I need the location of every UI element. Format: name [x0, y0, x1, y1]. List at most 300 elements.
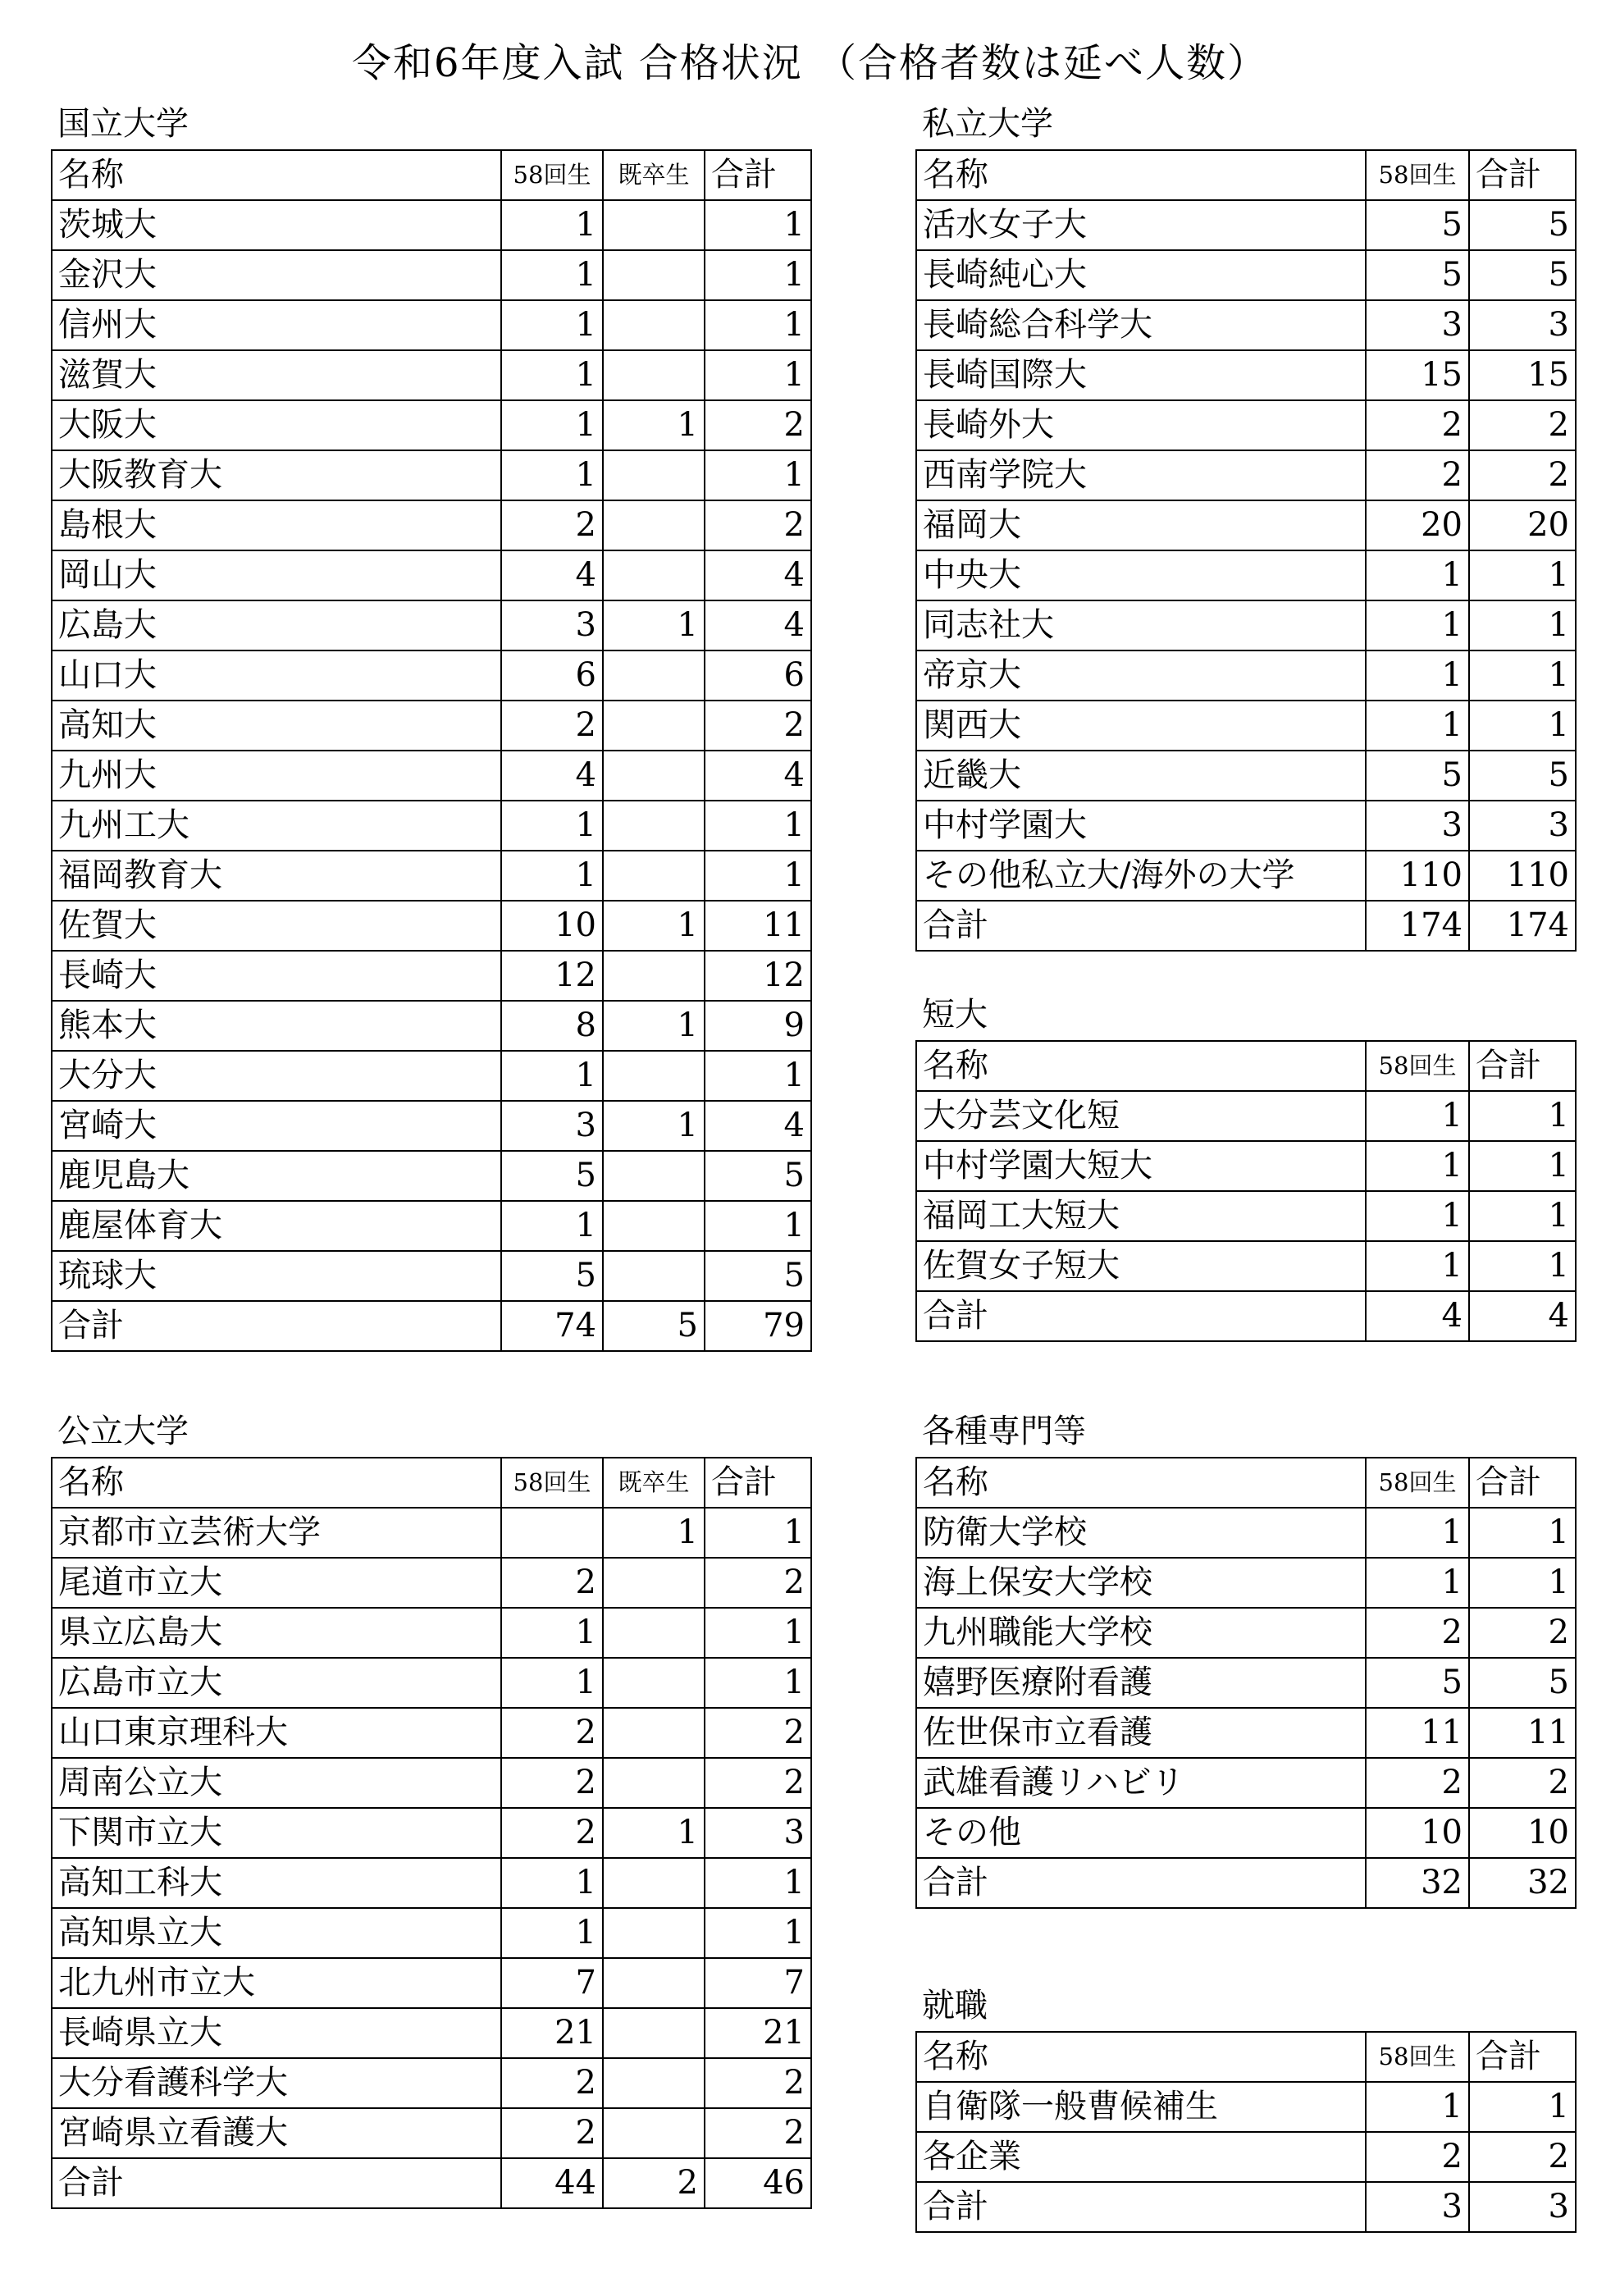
count-cell: 12 — [705, 951, 811, 1001]
vocational-table — [915, 1457, 1577, 1909]
count-cell: 1 — [705, 1608, 811, 1658]
count-cell: 1 — [603, 600, 705, 650]
column-header-name: 名称 — [52, 1458, 501, 1508]
count-cell: 2 — [1366, 1758, 1469, 1808]
count-cell: 10 — [1469, 1808, 1576, 1858]
count-cell: 21 — [501, 2008, 603, 2058]
count-cell: 1 — [705, 851, 811, 901]
row-label-cell: 県立広島大 — [52, 1608, 501, 1658]
count-cell — [603, 1558, 705, 1608]
table-row — [52, 1908, 811, 1958]
table-row — [916, 1758, 1576, 1808]
count-cell: 1 — [705, 1658, 811, 1708]
count-cell — [603, 300, 705, 350]
table-row — [52, 550, 811, 600]
count-cell: 2 — [705, 1758, 811, 1808]
count-cell: 1 — [705, 1508, 811, 1558]
row-label-cell: 大阪大 — [52, 400, 501, 450]
count-cell: 3 — [1366, 801, 1469, 851]
count-cell: 32 — [1366, 1858, 1469, 1908]
table-row — [916, 450, 1576, 500]
count-cell: 5 — [705, 1151, 811, 1201]
row-label-cell: 金沢大 — [52, 250, 501, 300]
count-cell: 1 — [603, 901, 705, 951]
count-cell: 4 — [705, 550, 811, 600]
count-cell: 1 — [501, 1908, 603, 1958]
count-cell — [603, 2008, 705, 2058]
table-row — [52, 1101, 811, 1151]
table-row — [52, 600, 811, 650]
count-cell: 2 — [705, 500, 811, 550]
table-row — [916, 1508, 1576, 1558]
table-row — [52, 400, 811, 450]
row-label-cell: 長崎国際大 — [916, 350, 1366, 400]
row-label-cell: 長崎外大 — [916, 400, 1366, 450]
row-label-cell: 武雄看護リハビリ — [916, 1758, 1366, 1808]
table-row — [916, 200, 1576, 250]
row-label-cell: 合計 — [52, 2158, 501, 2208]
row-label-cell: 中村学園大短大 — [916, 1141, 1366, 1191]
count-cell — [603, 951, 705, 1001]
count-cell: 8 — [501, 1001, 603, 1051]
count-cell: 2 — [1366, 450, 1469, 500]
row-label-cell: 大分看護科学大 — [52, 2058, 501, 2108]
row-label-cell: その他私立大/海外の大学 — [916, 851, 1366, 901]
column-header-count: 58回生 — [1366, 2032, 1469, 2082]
row-label-cell: 福岡教育大 — [52, 851, 501, 901]
count-cell: 1 — [603, 1001, 705, 1051]
count-cell: 3 — [501, 1101, 603, 1151]
count-cell — [603, 450, 705, 500]
row-label-cell: 西南学院大 — [916, 450, 1366, 500]
table-row — [916, 851, 1576, 901]
count-cell: 1 — [603, 1808, 705, 1858]
count-cell: 10 — [501, 901, 603, 951]
count-cell: 1 — [705, 450, 811, 500]
count-cell: 3 — [1469, 801, 1576, 851]
count-cell: 10 — [1366, 1808, 1469, 1858]
table-row — [916, 1241, 1576, 1291]
row-label-cell: 鹿屋体育大 — [52, 1201, 501, 1251]
table-row — [52, 851, 811, 901]
count-cell: 1 — [1366, 1091, 1469, 1141]
count-cell: 1 — [705, 250, 811, 300]
table-row — [52, 1051, 811, 1101]
count-cell: 1 — [705, 300, 811, 350]
count-cell: 46 — [705, 2158, 811, 2208]
count-cell: 5 — [705, 1251, 811, 1301]
count-cell: 2 — [501, 1708, 603, 1758]
count-cell — [603, 2058, 705, 2108]
count-cell: 2 — [501, 500, 603, 550]
count-cell — [603, 500, 705, 550]
count-cell: 174 — [1469, 901, 1576, 951]
row-label-cell: その他 — [916, 1808, 1366, 1858]
count-cell: 5 — [1366, 200, 1469, 250]
table-row — [916, 550, 1576, 600]
count-cell: 1 — [1469, 1141, 1576, 1191]
table-row — [52, 1151, 811, 1201]
count-cell: 1 — [501, 851, 603, 901]
count-cell: 2 — [501, 2058, 603, 2108]
table-header-row — [916, 150, 1576, 200]
count-cell: 4 — [1469, 1291, 1576, 1341]
row-label-cell: 合計 — [916, 901, 1366, 951]
count-cell — [603, 1051, 705, 1101]
row-label-cell: 九州工大 — [52, 801, 501, 851]
row-label-cell: 九州職能大学校 — [916, 1608, 1366, 1658]
row-label-cell: 活水女子大 — [916, 200, 1366, 250]
table-row — [52, 200, 811, 250]
count-cell: 2 — [705, 400, 811, 450]
row-label-cell: 合計 — [916, 2182, 1366, 2232]
count-cell: 4 — [501, 550, 603, 600]
table-row — [916, 1141, 1576, 1191]
count-cell — [603, 1251, 705, 1301]
row-label-cell: 広島大 — [52, 600, 501, 650]
row-label-cell: 岡山大 — [52, 550, 501, 600]
count-cell: 110 — [1469, 851, 1576, 901]
count-cell: 3 — [1469, 2182, 1576, 2232]
count-cell: 5 — [501, 1251, 603, 1301]
table-row — [52, 1001, 811, 1051]
table-total-row — [52, 2158, 811, 2208]
count-cell: 3 — [705, 1808, 811, 1858]
table-row — [916, 400, 1576, 450]
row-label-cell: 熊本大 — [52, 1001, 501, 1051]
count-cell: 5 — [1469, 250, 1576, 300]
count-cell: 1 — [1469, 600, 1576, 650]
count-cell: 4 — [705, 600, 811, 650]
count-cell: 1 — [1366, 650, 1469, 701]
table-row — [52, 1808, 811, 1858]
count-cell: 1 — [501, 400, 603, 450]
row-label-cell: 高知大 — [52, 701, 501, 751]
count-cell — [603, 1858, 705, 1908]
count-cell — [603, 200, 705, 250]
count-cell: 2 — [1469, 450, 1576, 500]
table-row — [916, 2132, 1576, 2182]
column-header-total: 合計 — [705, 1458, 811, 1508]
count-cell: 2 — [501, 1808, 603, 1858]
count-cell: 1 — [1469, 1508, 1576, 1558]
row-label-cell: 長崎純心大 — [916, 250, 1366, 300]
table-row — [52, 751, 811, 801]
table-row — [52, 300, 811, 350]
count-cell: 3 — [1366, 2182, 1469, 2232]
count-cell — [603, 1958, 705, 2008]
table-row — [916, 600, 1576, 650]
column-header-count: 58回生 — [1366, 150, 1469, 200]
table-row — [52, 650, 811, 701]
table-row — [52, 450, 811, 500]
count-cell: 11 — [705, 901, 811, 951]
row-label-cell: 下関市立大 — [52, 1808, 501, 1858]
count-cell — [603, 350, 705, 400]
count-cell: 1 — [1366, 1241, 1469, 1291]
table-row — [52, 701, 811, 751]
count-cell: 5 — [1366, 751, 1469, 801]
table-row — [916, 650, 1576, 701]
count-cell: 1 — [501, 1608, 603, 1658]
count-cell: 1 — [603, 1101, 705, 1151]
table-row — [916, 1091, 1576, 1141]
column-header-total: 合計 — [705, 150, 811, 200]
row-label-cell: 琉球大 — [52, 1251, 501, 1301]
count-cell: 3 — [1469, 300, 1576, 350]
table-row — [916, 1558, 1576, 1608]
table-row — [52, 1658, 811, 1708]
row-label-cell: 同志社大 — [916, 600, 1366, 650]
row-label-cell: 北九州市立大 — [52, 1958, 501, 2008]
count-cell: 2 — [1366, 400, 1469, 450]
table-total-row — [916, 1291, 1576, 1341]
row-label-cell: 帝京大 — [916, 650, 1366, 701]
count-cell — [603, 1608, 705, 1658]
count-cell — [603, 250, 705, 300]
count-cell: 32 — [1469, 1858, 1576, 1908]
count-cell: 1 — [501, 1658, 603, 1708]
row-label-cell: 大阪教育大 — [52, 450, 501, 500]
count-cell: 2 — [501, 1558, 603, 1608]
row-label-cell: 大分芸文化短 — [916, 1091, 1366, 1141]
table-row — [52, 1558, 811, 1608]
count-cell: 5 — [1469, 200, 1576, 250]
count-cell: 1 — [1469, 2082, 1576, 2132]
count-cell: 1 — [501, 1201, 603, 1251]
count-cell: 1 — [1469, 701, 1576, 751]
count-cell: 1 — [1469, 1191, 1576, 1241]
row-label-cell: 京都市立芸術大学 — [52, 1508, 501, 1558]
row-label-cell: 高知工科大 — [52, 1858, 501, 1908]
count-cell: 2 — [501, 701, 603, 751]
count-cell: 2 — [705, 1558, 811, 1608]
count-cell: 1 — [705, 350, 811, 400]
count-cell: 15 — [1366, 350, 1469, 400]
count-cell: 1 — [705, 200, 811, 250]
row-label-cell: 長崎総合科学大 — [916, 300, 1366, 350]
count-cell: 20 — [1469, 500, 1576, 550]
table-row — [916, 300, 1576, 350]
column-header-count: 58回生 — [1366, 1041, 1469, 1091]
count-cell — [603, 851, 705, 901]
count-cell: 1 — [705, 801, 811, 851]
row-label-cell: 合計 — [52, 1301, 501, 1351]
column-header-count: 58回生 — [501, 150, 603, 200]
count-cell: 174 — [1366, 901, 1469, 951]
count-cell: 1 — [1469, 550, 1576, 600]
count-cell: 20 — [1366, 500, 1469, 550]
row-label-cell: 高知県立大 — [52, 1908, 501, 1958]
count-cell: 1 — [501, 1051, 603, 1101]
table-row — [52, 350, 811, 400]
table-row — [916, 1708, 1576, 1758]
count-cell: 1 — [1366, 1508, 1469, 1558]
count-cell: 2 — [603, 2158, 705, 2208]
table-row — [52, 1958, 811, 2008]
row-label-cell: 嬉野医療附看護 — [916, 1658, 1366, 1708]
private-section-label: 私立大学 — [922, 105, 1053, 143]
count-cell: 9 — [705, 1001, 811, 1051]
count-cell — [603, 650, 705, 701]
table-row — [52, 2058, 811, 2108]
row-label-cell: 周南公立大 — [52, 1758, 501, 1808]
count-cell: 2 — [705, 701, 811, 751]
junior-table — [915, 1040, 1577, 1342]
row-label-cell: 中村学園大 — [916, 801, 1366, 851]
count-cell: 2 — [1469, 1758, 1576, 1808]
table-row — [52, 250, 811, 300]
count-cell: 1 — [501, 300, 603, 350]
column-header-count: 58回生 — [1366, 1458, 1469, 1508]
count-cell: 1 — [603, 1508, 705, 1558]
table-row — [52, 901, 811, 951]
row-label-cell: 島根大 — [52, 500, 501, 550]
count-cell: 2 — [1469, 1608, 1576, 1658]
count-cell: 44 — [501, 2158, 603, 2208]
count-cell: 1 — [603, 400, 705, 450]
table-row — [52, 1758, 811, 1808]
row-label-cell: 滋賀大 — [52, 350, 501, 400]
table-header-row — [916, 2032, 1576, 2082]
row-label-cell: 自衛隊一般曹候補生 — [916, 2082, 1366, 2132]
table-row — [52, 1608, 811, 1658]
column-header-name: 名称 — [916, 150, 1366, 200]
column-header-total: 合計 — [1469, 1041, 1576, 1091]
count-cell: 1 — [501, 200, 603, 250]
count-cell: 1 — [1366, 1141, 1469, 1191]
count-cell: 1 — [501, 1858, 603, 1908]
row-label-cell: 宮崎大 — [52, 1101, 501, 1151]
count-cell: 3 — [1366, 300, 1469, 350]
row-label-cell: 広島市立大 — [52, 1658, 501, 1708]
column-header-name: 名称 — [916, 1458, 1366, 1508]
row-label-cell: 大分大 — [52, 1051, 501, 1101]
junior-section-label: 短大 — [922, 996, 988, 1034]
count-cell: 2 — [1469, 400, 1576, 450]
vocational-section-label: 各種専門等 — [922, 1413, 1086, 1450]
row-label-cell: 佐世保市立看護 — [916, 1708, 1366, 1758]
public-table — [51, 1457, 812, 2209]
table-row — [52, 1858, 811, 1908]
count-cell — [603, 1758, 705, 1808]
count-cell — [501, 1508, 603, 1558]
count-cell: 1 — [705, 1908, 811, 1958]
count-cell: 3 — [501, 600, 603, 650]
row-label-cell: 合計 — [916, 1858, 1366, 1908]
count-cell: 1 — [1366, 1191, 1469, 1241]
row-label-cell: 佐賀大 — [52, 901, 501, 951]
row-label-cell: 防衛大学校 — [916, 1508, 1366, 1558]
row-label-cell: 尾道市立大 — [52, 1558, 501, 1608]
table-row — [52, 801, 811, 851]
national-table — [51, 149, 812, 1352]
count-cell — [603, 801, 705, 851]
count-cell — [603, 1658, 705, 1708]
count-cell: 5 — [1469, 1658, 1576, 1708]
count-cell: 1 — [501, 450, 603, 500]
table-row — [916, 701, 1576, 751]
row-label-cell: 佐賀女子短大 — [916, 1241, 1366, 1291]
count-cell: 2 — [501, 1758, 603, 1808]
count-cell: 1 — [1366, 600, 1469, 650]
row-label-cell: 山口大 — [52, 650, 501, 701]
employment-section-label: 就職 — [922, 1987, 988, 2024]
count-cell: 2 — [501, 2108, 603, 2158]
count-cell — [603, 1151, 705, 1201]
count-cell: 1 — [705, 1201, 811, 1251]
table-total-row — [916, 901, 1576, 951]
count-cell: 1 — [501, 801, 603, 851]
count-cell: 2 — [705, 2058, 811, 2108]
count-cell: 4 — [1366, 1291, 1469, 1341]
table-row — [52, 1201, 811, 1251]
table-row — [52, 1251, 811, 1301]
count-cell — [603, 2108, 705, 2158]
count-cell: 74 — [501, 1301, 603, 1351]
table-row — [52, 951, 811, 1001]
count-cell: 7 — [501, 1958, 603, 2008]
table-row — [916, 1608, 1576, 1658]
table-total-row — [52, 1301, 811, 1351]
column-header-name: 名称 — [916, 2032, 1366, 2082]
column-header-total: 合計 — [1469, 2032, 1576, 2082]
row-label-cell: 近畿大 — [916, 751, 1366, 801]
table-row — [52, 500, 811, 550]
count-cell — [603, 550, 705, 600]
table-row — [916, 1191, 1576, 1241]
table-total-row — [916, 2182, 1576, 2232]
count-cell: 1 — [705, 1051, 811, 1101]
count-cell: 2 — [1366, 1608, 1469, 1658]
count-cell: 1 — [1469, 1558, 1576, 1608]
national-section-label: 国立大学 — [57, 105, 189, 143]
table-total-row — [916, 1858, 1576, 1908]
count-cell: 5 — [1469, 751, 1576, 801]
count-cell: 1 — [1366, 701, 1469, 751]
row-label-cell: 長崎県立大 — [52, 2008, 501, 2058]
table-row — [916, 1808, 1576, 1858]
count-cell: 1 — [1366, 2082, 1469, 2132]
count-cell — [603, 751, 705, 801]
column-header-name: 名称 — [52, 150, 501, 200]
count-cell: 2 — [1469, 2132, 1576, 2182]
column-header-count: 58回生 — [501, 1458, 603, 1508]
count-cell: 5 — [1366, 250, 1469, 300]
row-label-cell: 福岡工大短大 — [916, 1191, 1366, 1241]
count-cell: 1 — [501, 250, 603, 300]
count-cell — [603, 1908, 705, 1958]
count-cell: 5 — [501, 1151, 603, 1201]
count-cell: 79 — [705, 1301, 811, 1351]
count-cell: 1 — [1366, 550, 1469, 600]
count-cell: 21 — [705, 2008, 811, 2058]
table-row — [52, 2008, 811, 2058]
table-header-row — [916, 1041, 1576, 1091]
column-header-total: 合計 — [1469, 150, 1576, 200]
table-row — [916, 1658, 1576, 1708]
count-cell: 1 — [1469, 1091, 1576, 1141]
count-cell: 5 — [1366, 1658, 1469, 1708]
count-cell: 1 — [1366, 1558, 1469, 1608]
table-row — [916, 250, 1576, 300]
table-header-row — [916, 1458, 1576, 1508]
table-header-row — [52, 150, 811, 200]
row-label-cell: 茨城大 — [52, 200, 501, 250]
row-label-cell: 信州大 — [52, 300, 501, 350]
count-cell — [603, 1708, 705, 1758]
row-label-cell: 山口東京理科大 — [52, 1708, 501, 1758]
